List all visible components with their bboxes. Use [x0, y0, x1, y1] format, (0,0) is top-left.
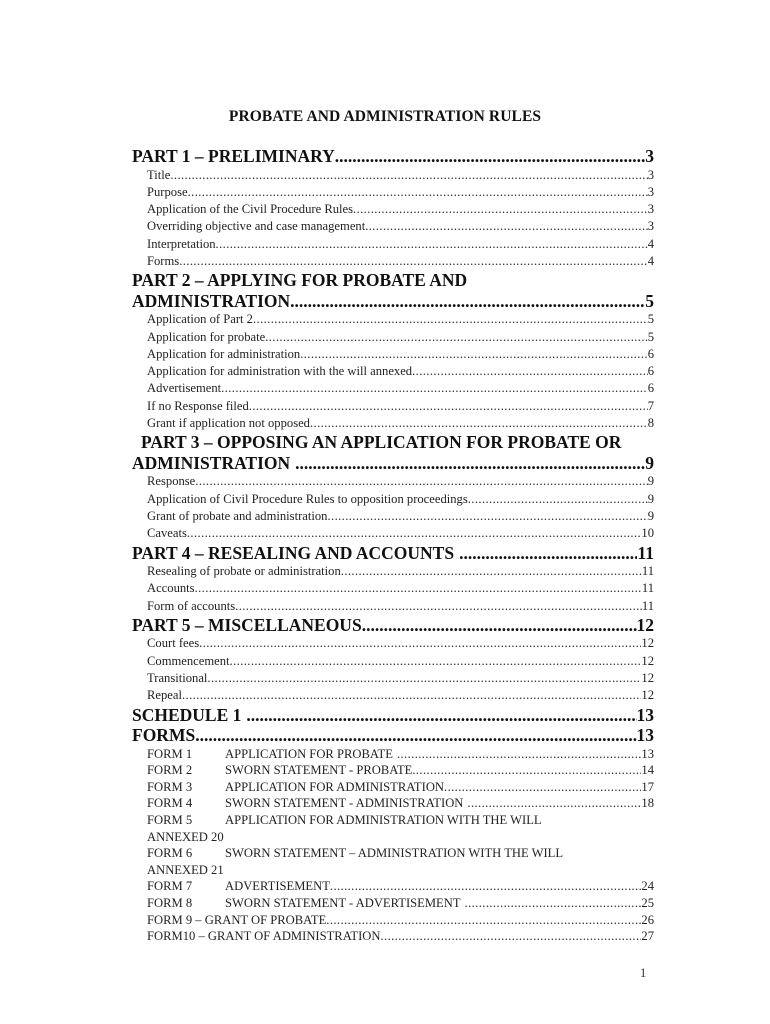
toc-item-label: Advertisement [147, 381, 222, 396]
toc-form-item[interactable] [132, 928, 654, 945]
dot-leader [221, 380, 648, 397]
dot-leader [199, 635, 641, 652]
toc-heading-label: SCHEDULE 1 [132, 704, 242, 725]
dot-leader [353, 201, 648, 218]
dot-leader [195, 580, 642, 597]
form-title: APPLICATION FOR ADMINISTRATION [225, 779, 445, 794]
page-number: 1 [640, 966, 647, 980]
form-number: FORM 8 [147, 895, 193, 910]
toc-item[interactable] [132, 415, 654, 432]
toc-page-number: 4 [647, 236, 654, 251]
toc-item[interactable] [132, 598, 654, 615]
toc-item-label: Overriding objective and case management [147, 219, 366, 234]
form-title: SWORN STATEMENT - PROBATE [225, 763, 413, 778]
dot-leader [265, 329, 648, 346]
toc-page-number: 12 [641, 636, 654, 651]
toc-page-number: 27 [641, 929, 654, 944]
toc-item-label: Application for probate [147, 329, 266, 344]
toc-part-5[interactable] [132, 615, 654, 636]
toc-part-2-heading-line1[interactable]: PART 2 – APPLYING FOR PROBATE AND [132, 270, 468, 291]
dot-leader [468, 491, 648, 508]
toc-item[interactable] [132, 167, 654, 184]
document-title: PROBATE AND ADMINISTRATION RULES [228, 108, 542, 125]
toc-item-label: Title [147, 167, 171, 182]
toc-page-number: 3 [647, 167, 654, 182]
toc-page-number: 17 [641, 779, 654, 794]
toc-item-label: Caveats [147, 526, 187, 541]
toc-item[interactable] [132, 563, 654, 580]
form-title: ADVERTISEMENT [225, 879, 330, 894]
toc-item-label [147, 895, 461, 912]
toc-item-label: Grant of probate and administration [147, 508, 328, 523]
form-line-2 [147, 862, 654, 879]
toc-page-number: 13 [641, 746, 654, 761]
toc-item-label: Forms [147, 253, 180, 268]
dot-leader [207, 670, 641, 687]
toc-item-label: Court fees [147, 636, 200, 651]
toc-page-number: 6 [647, 364, 654, 379]
toc-page-number: 21 [211, 862, 224, 877]
toc-form-item[interactable] [132, 812, 654, 845]
toc-page-number: 5 [647, 329, 654, 344]
toc-page-number: 20 [211, 829, 224, 844]
table-of-contents [132, 146, 654, 945]
form-number: FORM 4 [147, 796, 193, 811]
dot-leader [290, 291, 645, 312]
toc-part-3[interactable] [132, 453, 654, 474]
dot-leader [188, 184, 648, 201]
toc-item-label: Application of Part 2 [147, 312, 253, 327]
toc-page-number: 3 [645, 146, 654, 166]
toc-page-number: 5 [647, 312, 654, 327]
toc-page-number: 11 [641, 581, 654, 596]
toc-item[interactable] [132, 184, 654, 201]
toc-page-number: 12 [641, 688, 654, 703]
toc-item-label [147, 795, 463, 812]
toc-item-label: Resealing of probate or administration [147, 564, 341, 579]
form-line-1 [147, 845, 654, 862]
toc-form-item[interactable] [132, 878, 654, 895]
toc-item[interactable] [132, 380, 654, 397]
toc-item-label: Application for administration with the will annexed [147, 364, 413, 379]
toc-item[interactable] [132, 236, 654, 253]
dot-leader [230, 653, 642, 670]
dot-leader [330, 878, 642, 895]
toc-item[interactable] [132, 653, 654, 670]
form-title-continuation: ANNEXED [147, 862, 208, 877]
dot-leader [365, 218, 648, 235]
dot-leader [310, 415, 648, 432]
toc-heading-label: ADMINISTRATION [132, 290, 291, 311]
toc-item[interactable] [132, 363, 654, 380]
dot-leader [216, 236, 648, 253]
toc-item-label [147, 762, 412, 779]
form-title: APPLICATION FOR PROBATE [225, 746, 393, 761]
dot-leader [412, 363, 648, 380]
form-line-2 [147, 829, 654, 846]
toc-heading-label: ADMINISTRATION [132, 452, 291, 473]
toc-page-number: 9 [647, 491, 654, 506]
toc-page-number: 6 [647, 381, 654, 396]
dot-leader [454, 543, 637, 564]
dot-leader [335, 146, 645, 167]
dot-leader [412, 762, 641, 779]
toc-item-label [147, 878, 330, 895]
toc-form-item[interactable] [132, 912, 654, 929]
toc-item-label: Repeal [147, 688, 182, 703]
dot-leader [341, 563, 642, 580]
toc-part-1[interactable] [132, 146, 654, 167]
toc-page-number: 12 [641, 671, 654, 686]
toc-item-label: Application for administration [147, 346, 301, 361]
toc-form-item[interactable] [132, 746, 654, 763]
toc-page-number: 7 [647, 398, 654, 413]
dot-leader [179, 253, 648, 270]
dot-leader [195, 473, 647, 490]
form-number: FORM 7 [147, 879, 193, 894]
toc-page-number: 8 [647, 416, 654, 431]
toc-item[interactable] [132, 311, 654, 328]
toc-item-label [147, 779, 444, 796]
dot-leader [170, 167, 647, 184]
form-number: FORM 5 [147, 813, 193, 827]
dot-leader [182, 687, 641, 704]
toc-page-number: 10 [641, 526, 654, 541]
toc-item-label: Application of the Civil Procedure Rules [147, 202, 354, 217]
toc-part-2[interactable] [132, 291, 654, 312]
toc-heading-label: FORMS [132, 725, 196, 746]
toc-item[interactable] [132, 253, 654, 270]
toc-page-number: 24 [641, 879, 654, 894]
toc-form-item[interactable] [132, 795, 654, 812]
toc-page-number: 13 [636, 725, 654, 746]
toc-item[interactable] [132, 491, 654, 508]
toc-page-number: 9 [645, 452, 654, 473]
toc-page-number: 3 [647, 184, 654, 199]
toc-page-number: 9 [647, 474, 654, 489]
form-title-continuation: ANNEXED [147, 829, 208, 844]
form-line-1 [147, 812, 654, 829]
form-number: FORM 2 [147, 763, 193, 778]
toc-item-label: FORM10 – GRANT OF ADMINISTRATION [147, 929, 381, 944]
dot-leader [362, 615, 637, 636]
form-number: FORM 6 [147, 846, 193, 861]
dot-leader [241, 705, 636, 726]
form-title: SWORN STATEMENT – ADMINISTRATION WITH THE WILL [225, 846, 564, 861]
toc-item[interactable] [132, 473, 654, 490]
toc-page-number: 12 [636, 614, 654, 635]
form-title: SWORN STATEMENT - ADVERTISEMENT [225, 895, 461, 910]
toc-item[interactable] [132, 329, 654, 346]
toc-item[interactable] [132, 346, 654, 363]
dot-leader [380, 928, 641, 945]
toc-page-number: 14 [641, 763, 654, 778]
dot-leader [300, 346, 648, 363]
toc-item-label: Form of accounts [147, 598, 236, 613]
toc-item[interactable] [132, 201, 654, 218]
toc-schedule-1[interactable] [132, 705, 654, 726]
toc-item[interactable] [132, 580, 654, 597]
dot-leader [195, 725, 636, 746]
toc-page-number: 11 [637, 542, 654, 563]
toc-page-number: 13 [636, 704, 654, 725]
toc-item-label: Commencement [147, 653, 230, 668]
dot-leader [249, 398, 648, 415]
toc-page-number: 6 [647, 346, 654, 361]
toc-page-number: 9 [647, 508, 654, 523]
toc-item[interactable] [132, 398, 654, 415]
form-number: FORM 1 [147, 746, 193, 761]
dot-leader [290, 453, 645, 474]
toc-page-number: 26 [641, 912, 654, 927]
toc-heading-label: PART 1 – PRELIMINARY [132, 146, 335, 166]
toc-page-number: 3 [647, 219, 654, 234]
toc-item[interactable] [132, 670, 654, 687]
toc-page-number: 11 [641, 598, 654, 613]
toc-item[interactable] [132, 218, 654, 235]
toc-item[interactable] [132, 525, 654, 542]
toc-item-label: Grant if application not opposed [147, 416, 310, 431]
toc-item-label: FORM 9 – GRANT OF PROBATE [147, 912, 327, 927]
dot-leader [461, 895, 642, 912]
toc-item-label: Application of Civil Procedure Rules to opposition proceedings [147, 491, 468, 506]
toc-page-number: 4 [647, 253, 654, 268]
dot-leader [393, 746, 641, 763]
toc-part-3-heading-line1[interactable]: PART 3 – OPPOSING AN APPLICATION FOR PROBATE OR [141, 432, 622, 453]
toc-page-number: 5 [645, 290, 654, 311]
toc-part-4[interactable] [132, 543, 654, 564]
toc-form-item[interactable] [132, 845, 654, 878]
toc-item-label: Accounts [147, 581, 195, 596]
dot-leader [444, 779, 641, 796]
form-title: SWORN STATEMENT - ADMINISTRATION [225, 796, 464, 811]
form-number: FORM 3 [147, 779, 193, 794]
dot-leader [187, 525, 642, 542]
dot-leader [327, 508, 647, 525]
toc-page-number: 11 [641, 564, 654, 579]
toc-heading-label: PART 5 – MISCELLANEOUS [132, 614, 362, 635]
toc-item-label: If no Response filed [147, 398, 249, 413]
dot-leader [253, 311, 648, 328]
toc-page-number: 3 [647, 202, 654, 217]
toc-forms[interactable] [132, 725, 654, 746]
toc-item-label: Purpose [147, 184, 188, 199]
toc-item[interactable] [132, 687, 654, 704]
toc-item-label: Transitional [147, 671, 208, 686]
toc-item[interactable] [132, 508, 654, 525]
toc-page-number: 25 [641, 895, 654, 910]
dot-leader [235, 598, 642, 615]
dot-leader [326, 912, 641, 929]
form-title: APPLICATION FOR ADMINISTRATION WITH THE WILL [225, 813, 542, 827]
toc-page-number: 12 [641, 653, 654, 668]
toc-item-label: Response [147, 474, 196, 489]
toc-form-item[interactable] [132, 779, 654, 796]
toc-form-item[interactable] [132, 895, 654, 912]
dot-leader [463, 795, 641, 812]
toc-item-label: Interpretation [147, 236, 216, 251]
toc-heading-label: PART 4 – RESEALING AND ACCOUNTS [132, 542, 455, 563]
toc-item[interactable] [132, 635, 654, 652]
toc-item-label [147, 746, 393, 763]
toc-page-number: 18 [641, 796, 654, 811]
toc-form-item[interactable] [132, 762, 654, 779]
